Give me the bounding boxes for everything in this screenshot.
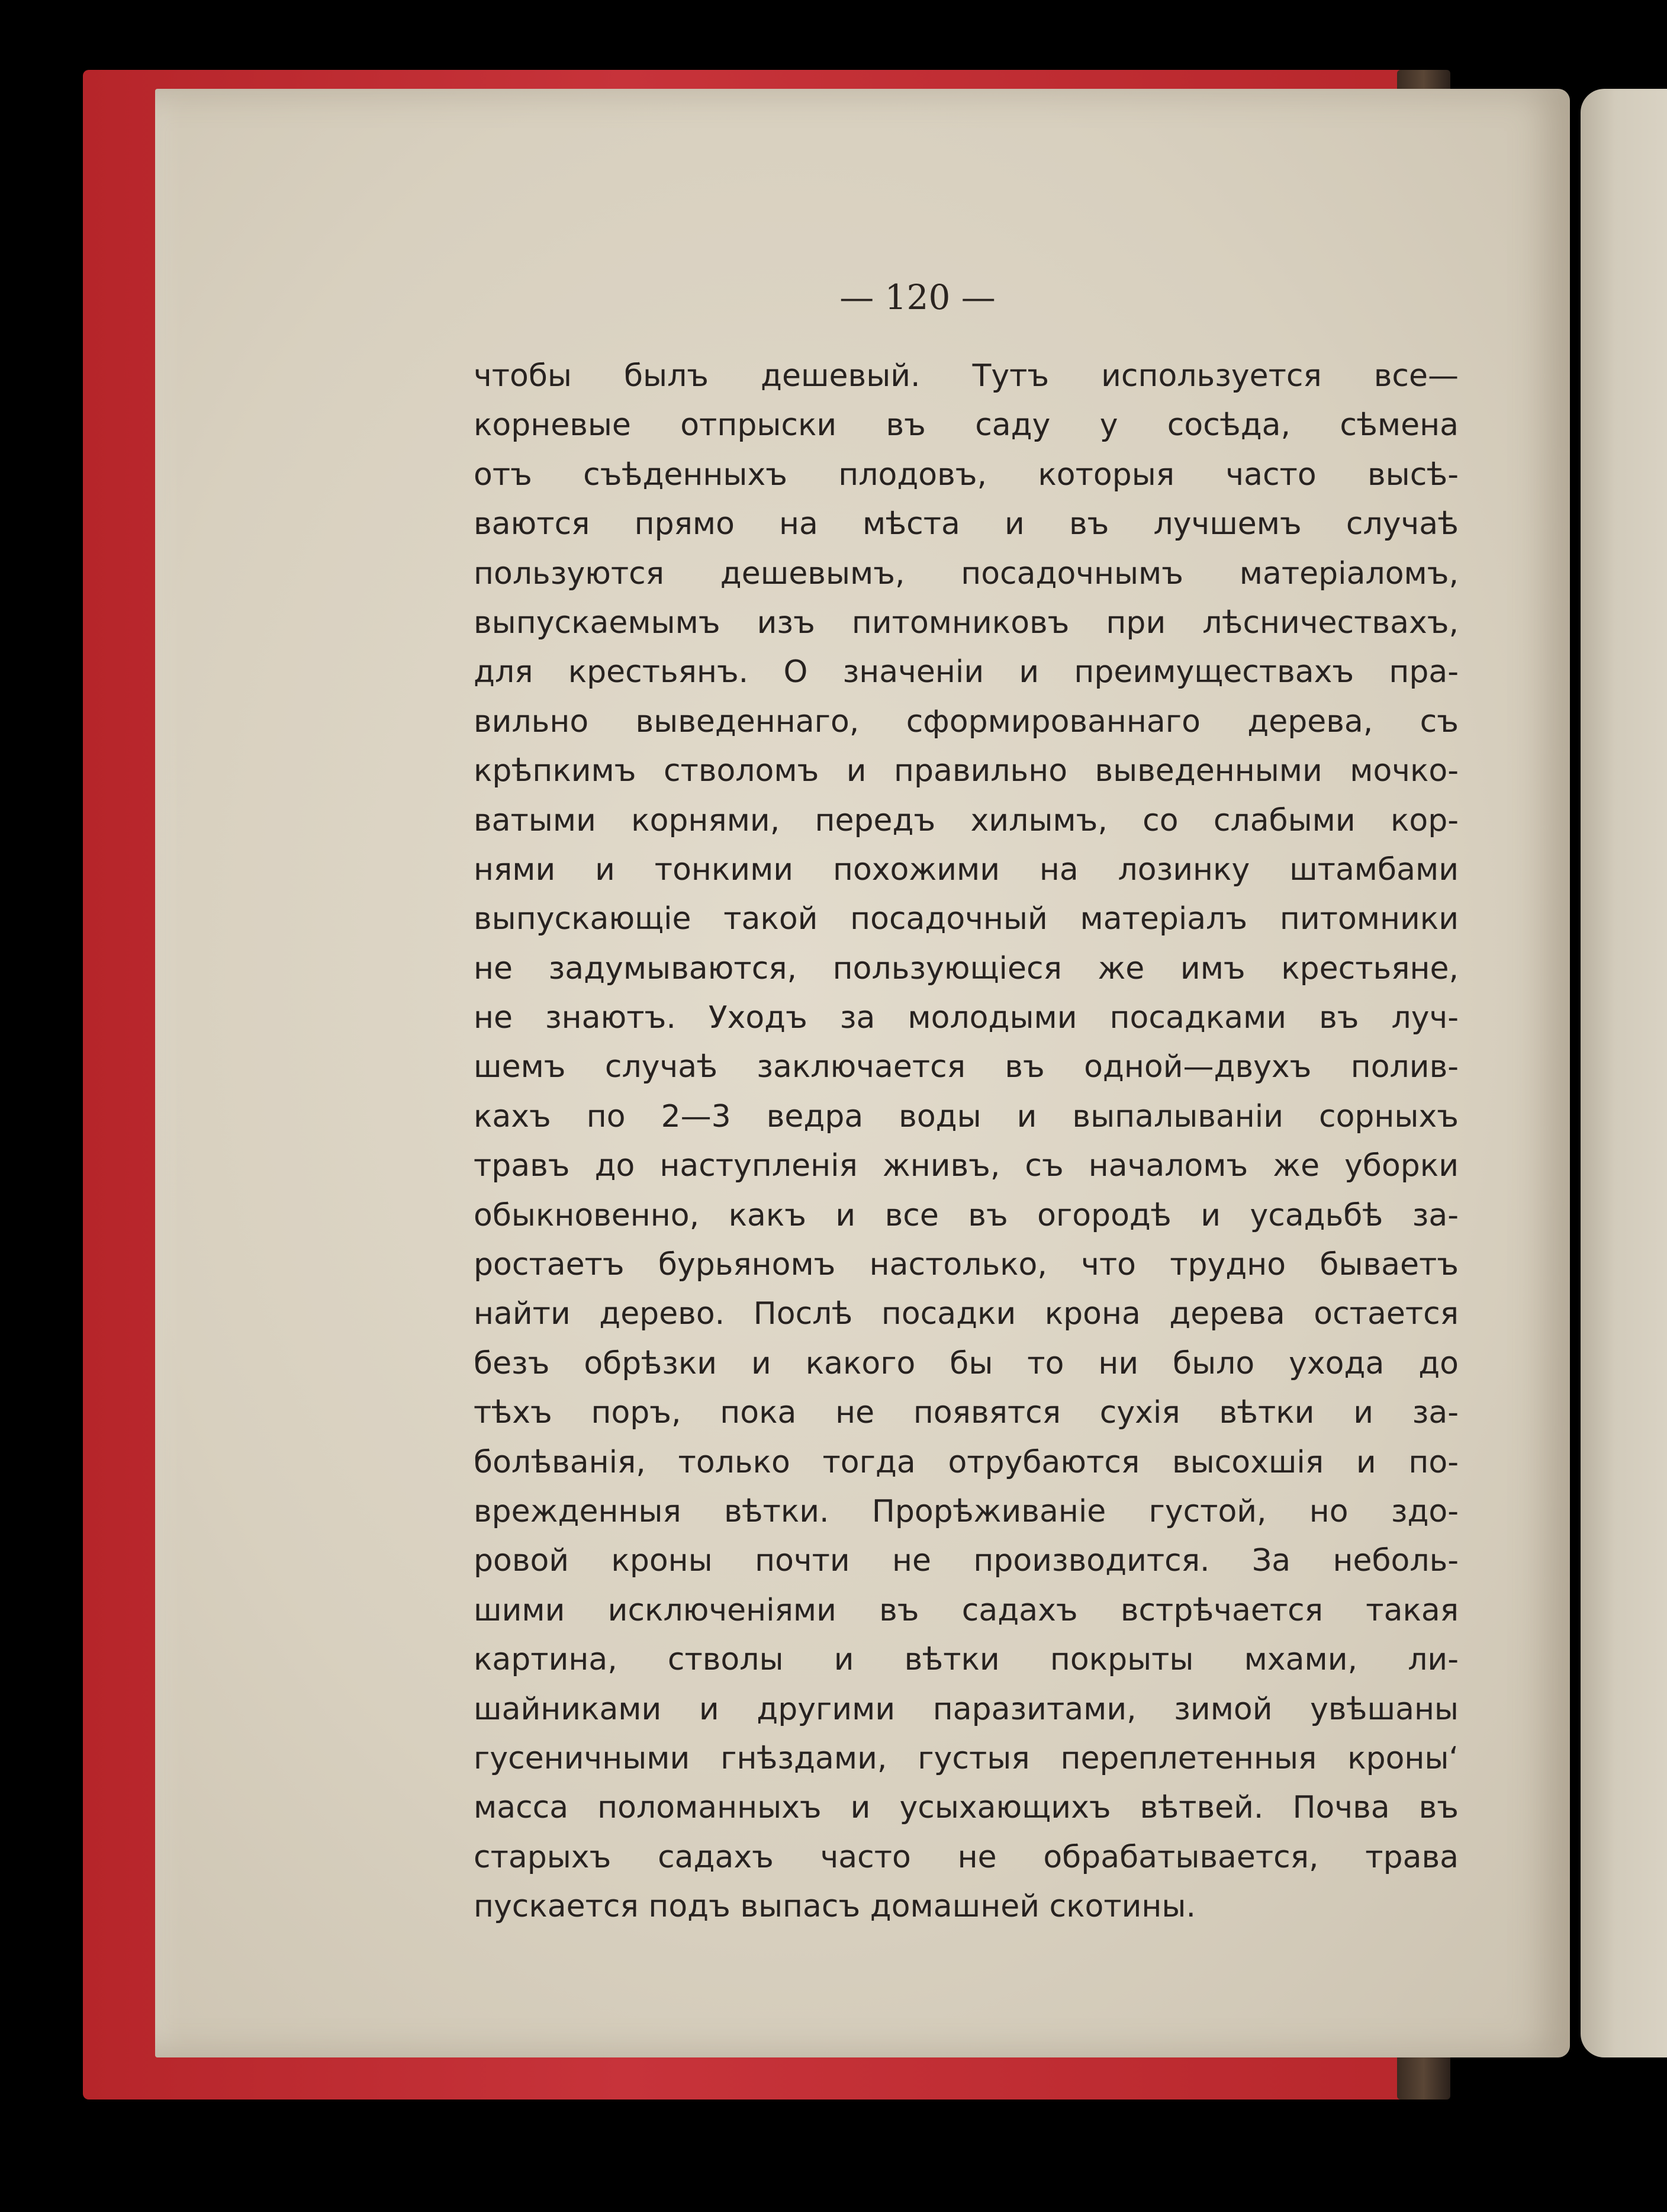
- text-line: гусеничными гнѣздами, густыя переплетенныя кроны‘: [474, 1740, 1459, 1776]
- text-line: ваются прямо на мѣста и въ лучшемъ случаѣ: [474, 506, 1459, 542]
- text-line: отъ съѣденныхъ плодовъ, которыя часто высѣ-: [474, 456, 1459, 493]
- text-line: крѣпкимъ стволомъ и правильно выведенными мочко-: [474, 753, 1459, 789]
- text-line: найти дерево. Послѣ посадки крона дерева остается: [474, 1296, 1459, 1332]
- text-line: врежденныя вѣтки. Прорѣживаніе густой, но здо-: [474, 1493, 1459, 1529]
- text-line: выпускающіе такой посадочный матеріалъ питомники: [474, 901, 1459, 937]
- text-line: травъ до наступленія жнивъ, съ началомъ же уборки: [474, 1148, 1459, 1184]
- text-line: вильно выведеннаго, сформированнаго дерева, съ: [474, 703, 1459, 740]
- text-line: ровой кроны почти не производится. За неболь-: [474, 1543, 1459, 1579]
- text-line: масса поломанныхъ и усыхающихъ вѣтвей. Почва въ: [474, 1790, 1459, 1826]
- text-line: старыхъ садахъ часто не обрабатывается, трава: [474, 1839, 1459, 1875]
- text-line: пользуются дешевымъ, посадочнымъ матеріаломъ,: [474, 555, 1459, 591]
- text-line: кахъ по 2—3 ведра воды и выпалываніи сорныхъ: [474, 1098, 1459, 1134]
- text-line: для крестьянъ. О значеніи и преимуществахъ пра-: [474, 654, 1459, 690]
- text-line: обыкновенно, какъ и все въ огородѣ и усадьбѣ за-: [474, 1197, 1459, 1233]
- facing-page-edge: [1581, 89, 1667, 2057]
- text-line: пускается подъ выпасъ домашней скотины.: [474, 1889, 1196, 1925]
- page-number: — 120 —: [839, 277, 996, 317]
- text-line: чтобы былъ дешевый. Тутъ используется все—: [474, 358, 1459, 394]
- text-line: шайниками и другими паразитами, зимой увѣшаны: [474, 1691, 1459, 1727]
- text-line: не задумываются, пользующіеся же имъ крестьяне,: [474, 950, 1459, 986]
- text-line: тѣхъ поръ, пока не появятся сухія вѣтки и за-: [474, 1395, 1459, 1431]
- text-line: шемъ случаѣ заключается въ одной—двухъ полив-: [474, 1049, 1459, 1085]
- page-body-text: [474, 352, 1459, 1932]
- text-line: нями и тонкими похожими на лозинку штамбами: [474, 851, 1459, 888]
- text-line: ватыми корнями, передъ хилымъ, со слабыми кор-: [474, 802, 1459, 838]
- text-line: безъ обрѣзки и какого бы то ни было ухода до: [474, 1345, 1459, 1381]
- text-line: корневые отпрыски въ саду у сосѣда, сѣмена: [474, 407, 1459, 443]
- text-line: болѣванія, только тогда отрубаются высохшія и по-: [474, 1444, 1459, 1480]
- text-line: не знаютъ. Уходъ за молодыми посадками въ луч-: [474, 1000, 1459, 1036]
- text-line: шими исключеніями въ садахъ встрѣчается такая: [474, 1592, 1459, 1628]
- text-line: ростаетъ бурьяномъ настолько, что трудно бываетъ: [474, 1247, 1459, 1283]
- text-line: выпускаемымъ изъ питомниковъ при лѣсничествахъ,: [474, 605, 1459, 641]
- text-line: картина, стволы и вѣтки покрыты мхами, ли-: [474, 1642, 1459, 1678]
